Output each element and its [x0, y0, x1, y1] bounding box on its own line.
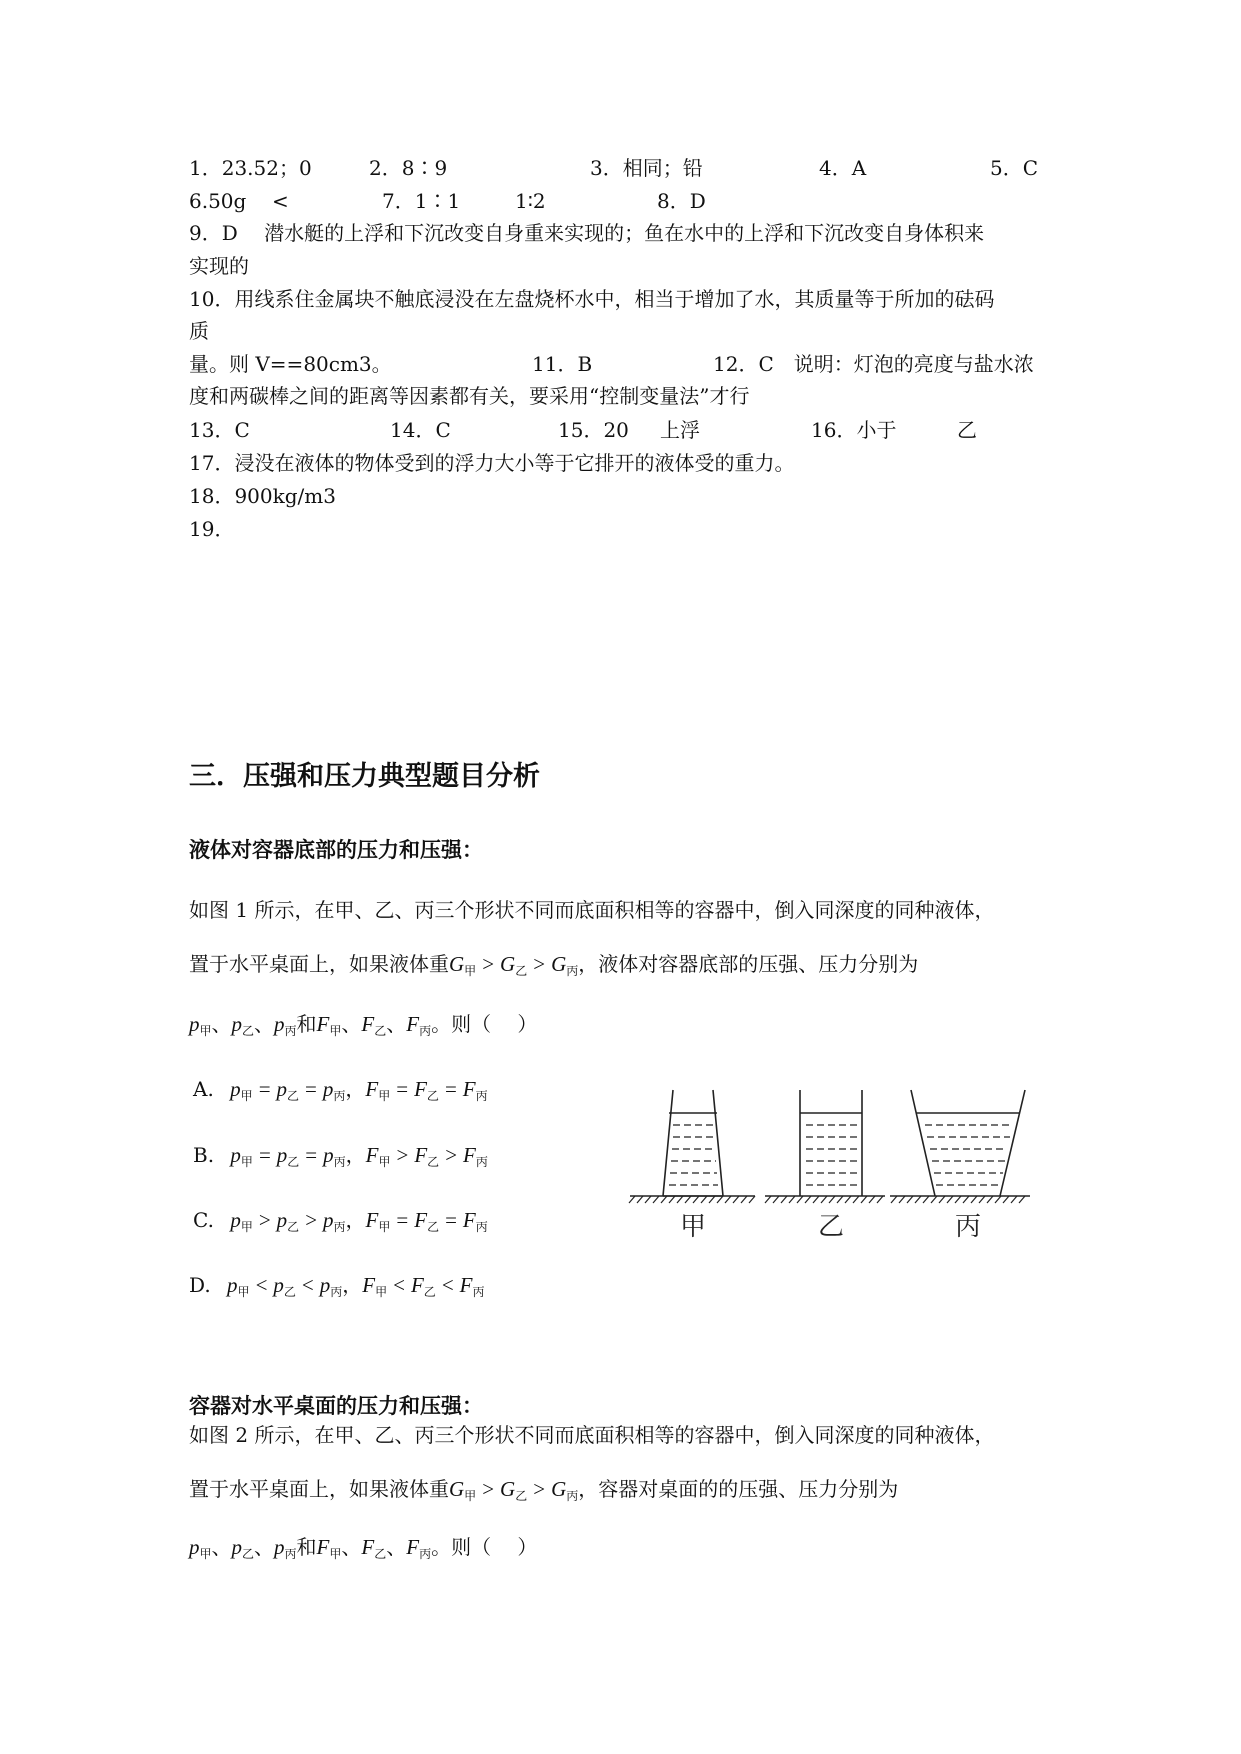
- symbol-list-1: p甲: [189, 1012, 212, 1038]
- answer-19: 19．: [189, 517, 235, 541]
- problem2-line3: p甲、p乙、p丙和F甲、F乙、F丙。则（ ）: [189, 1535, 538, 1561]
- ground-hatch: [629, 1196, 1025, 1203]
- figure-label-jia: 甲: [679, 1212, 707, 1242]
- answer-16: 16．小于: [811, 418, 897, 442]
- problem1-text-b: ，液体对容器底部的压强、压力分别为: [578, 952, 919, 976]
- subheading-container-table: 容器对水平桌面的压力和压强：: [189, 1394, 483, 1418]
- answer-6-relation: <: [272, 189, 289, 213]
- problem2-text-a: 置于水平桌面上，如果液体重: [189, 1477, 449, 1501]
- problem2-text-b: ，容器对桌面的的压强、压力分别为: [578, 1477, 899, 1501]
- answer-16b: 乙: [957, 418, 977, 442]
- answer-7: 7．1∶1: [382, 189, 461, 213]
- answer-13: 13．C: [189, 418, 250, 442]
- problem1-ask: 。则（ ）: [431, 1012, 538, 1036]
- weight-relation-1: G甲 > G乙 > G丙: [449, 952, 579, 978]
- answer-5: 5．C: [990, 156, 1039, 180]
- section-title: 三．压强和压力典型题目分析: [189, 761, 540, 792]
- answer-2: 2．8∶9: [369, 156, 448, 180]
- container-jia-left: [663, 1090, 673, 1196]
- answer-18: 18．900kg/m3: [189, 484, 336, 508]
- answer-10-volume: 量。则 V==80cm3。: [189, 352, 392, 376]
- figure-label-yi: 乙: [817, 1212, 845, 1242]
- answer-10-cont: 质: [189, 319, 209, 343]
- answer-15: 15．20: [558, 418, 629, 442]
- option-b[interactable]: B. p甲 = p乙 = p丙，F甲 > F乙 > F丙: [193, 1143, 488, 1169]
- figure-label-bing: 丙: [954, 1212, 982, 1242]
- problem2-line2: [189, 1477, 898, 1504]
- symbol-list-2: p甲: [189, 1535, 212, 1561]
- answer-9-cont: 实现的: [189, 254, 249, 278]
- answer-14: 14．C: [390, 418, 451, 442]
- problem1-line1: 如图 1 所示，在甲、乙、丙三个形状不同而底面积相等的容器中，倒入同深度的同种液体，: [189, 898, 995, 922]
- problem1-line2: [189, 952, 918, 979]
- containers-figure: [625, 1085, 1080, 1245]
- answer-8: 8．D: [657, 189, 706, 213]
- answer-6: 6.50g: [189, 189, 247, 213]
- answer-17: 17．浸没在液体的物体受到的浮力大小等于它排开的液体受的重力。: [189, 451, 795, 475]
- problem1-line3: p甲、p乙、p丙和F甲、F乙、F丙。则（ ）: [189, 1012, 538, 1038]
- option-c[interactable]: C. p甲 > p乙 > p丙，F甲 = F乙 = F丙: [193, 1208, 488, 1234]
- container-bing-right: [1000, 1090, 1025, 1196]
- answer-12-cont: 度和两碳棒之间的距离等因素都有关，要采用“控制变量法”才行: [189, 384, 750, 408]
- problem1-text-a: 置于水平桌面上，如果液体重: [189, 952, 449, 976]
- answer-4: 4．A: [819, 156, 867, 180]
- weight-relation-2: G甲 > G乙 > G丙: [449, 1477, 579, 1503]
- answer-7b: 1∶2: [515, 189, 546, 213]
- problem2-ask: 。则（ ）: [431, 1535, 538, 1559]
- subheading-liquid-bottom: 液体对容器底部的压力和压强：: [189, 838, 483, 862]
- answer-15b: 上浮: [660, 418, 700, 442]
- problem2-line1: 如图 2 所示，在甲、乙、丙三个形状不同而底面积相等的容器中，倒入同深度的同种液体，: [189, 1423, 995, 1447]
- answer-12: 12．C 说明：灯泡的亮度与盐水浓: [713, 352, 1034, 376]
- option-d[interactable]: D. p甲 < p乙 < p丙，F甲 < F乙 < F丙: [189, 1273, 485, 1299]
- option-a[interactable]: A. p甲 = p乙 = p丙，F甲 = F乙 = F丙: [193, 1077, 488, 1103]
- container-jia-right: [713, 1090, 723, 1196]
- answer-10: 10．用线系住金属块不触底浸没在左盘烧杯水中，相当于增加了水，其质量等于所加的砝码: [189, 287, 995, 311]
- answer-1: 1．23.52；0: [189, 156, 312, 180]
- answer-11: 11．B: [532, 352, 593, 376]
- answer-9: 9．D 潜水艇的上浮和下沉改变自身重来实现的；鱼在水中的上浮和下沉改变自身体积来: [189, 221, 985, 245]
- answer-3: 3．相同；铅: [590, 156, 703, 180]
- container-bing-left: [911, 1090, 935, 1196]
